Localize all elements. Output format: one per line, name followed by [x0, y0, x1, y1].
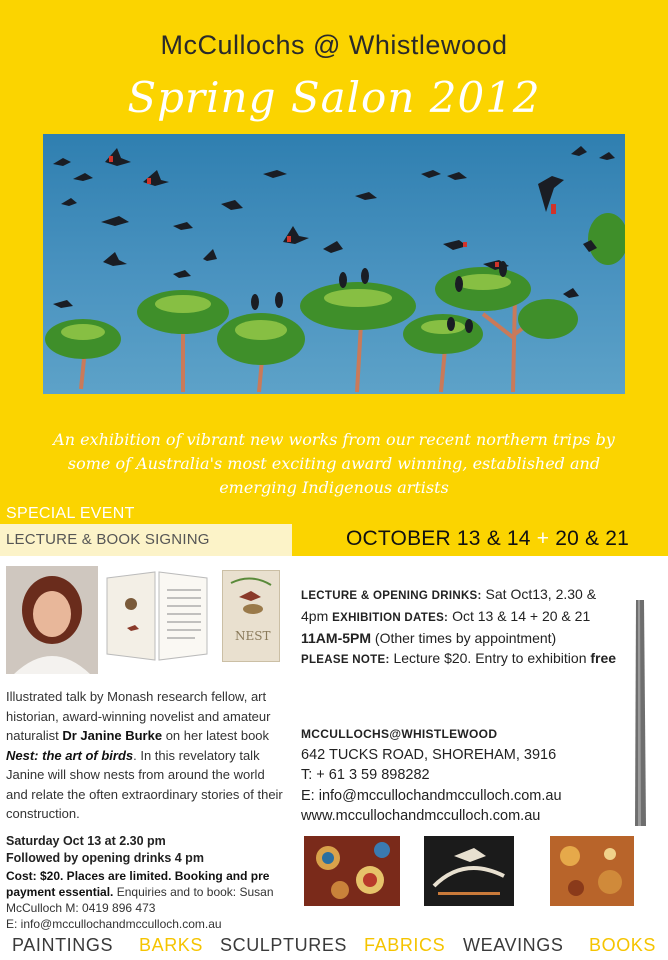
- lecture-description: [6, 687, 288, 824]
- please-note-text: Lecture $20. Entry to exhibition: [389, 650, 591, 666]
- exhibition-intro: An exhibition of vibrant new works from our recent northern trips by some of Australia's most exciting award winning, established and emerging Indigenous artists: [53, 430, 615, 497]
- talk-text-3: . In this revelatory talk Janine will show nests from around the world and relate the often extraordinary stories of their construction.: [6, 747, 283, 821]
- category-footer: [0, 932, 668, 960]
- lecture-bar-label: LECTURE & BOOK SIGNING: [6, 531, 210, 548]
- venue-email[interactable]: E: info@mccullochandmcculloch.com.au: [301, 787, 562, 804]
- exhibition-dates-label: EXHIBITION DATES:: [332, 612, 449, 624]
- booking-text: Enquiries and to book: Susan McCulloch M: 0419 896 473: [6, 885, 274, 915]
- exhibition-dates-value: Oct 13 & 14 + 20 & 21: [448, 608, 591, 624]
- lecture-drinks-value: Sat Oct13, 2.30 & 4pm: [301, 586, 597, 624]
- venue-phone[interactable]: T: + 61 3 59 898282: [301, 767, 430, 783]
- booking-email[interactable]: E: info@mccullochandmcculloch.com.au: [6, 917, 222, 931]
- footer-sculptures[interactable]: SCULPTURES: [220, 935, 348, 955]
- lecture-cost: [6, 868, 288, 932]
- dates-first-weekend: OCTOBER 13 & 14: [346, 527, 531, 550]
- footer-books[interactable]: BOOKS: [589, 935, 657, 955]
- featured-painting: [43, 134, 625, 394]
- footer-weavings[interactable]: WEAVINGS: [463, 935, 564, 955]
- lecture-time: Saturday Oct 13 at 2.30 pm: [6, 834, 166, 848]
- gallery-contact: [301, 724, 631, 827]
- book-cover-title: NEST: [235, 629, 271, 643]
- footer-fabrics[interactable]: FABRICS: [364, 935, 446, 955]
- artwork-thumb-dot-painting: [304, 836, 400, 906]
- dates-second-weekend: 20 & 21: [555, 527, 630, 550]
- entry-free: free: [590, 650, 617, 666]
- special-event-label: SPECIAL EVENT: [6, 505, 135, 522]
- venue-address: 642 TUCKS ROAD, SHOREHAM, 3916: [301, 746, 557, 763]
- venue-website[interactable]: www.mccullochandmcculloch.com.au: [301, 808, 541, 824]
- talk-text-1: Illustrated talk by Monash research fellow, art historian, award-winning novelist and amateur naturalist: [6, 689, 271, 743]
- lecture-panel: [0, 556, 292, 932]
- opening-hours-note: (Other times by appointment): [371, 630, 557, 646]
- cost-text: Cost: $20. Places are limited. Booking and pre payment essential.: [6, 869, 270, 899]
- lecture-drinks-label: LECTURE & OPENING DRINKS:: [301, 590, 482, 602]
- nest-book-cover: [222, 570, 280, 662]
- book-title: Nest: the art of birds: [6, 747, 134, 763]
- event-details: [301, 584, 621, 670]
- lecture-bar: [0, 524, 292, 556]
- poster-subtitle: Spring Salon 2012: [127, 73, 541, 122]
- please-note-label: PLEASE NOTE:: [301, 654, 390, 666]
- dates-plus: +: [536, 527, 550, 550]
- footer-paintings[interactable]: PAINTINGS: [12, 935, 114, 955]
- poster-title: McCullochs @ Whistlewood: [160, 30, 508, 60]
- footer-barks[interactable]: BARKS: [139, 935, 204, 955]
- lecture-schedule: [6, 833, 288, 867]
- venue-name: MCCULLOCHS@WHISTLEWOOD: [301, 727, 498, 741]
- sculpture-pole-image: [630, 600, 650, 826]
- opening-hours: 11AM-5PM: [301, 630, 372, 646]
- speaker-name: Dr Janine Burke: [62, 728, 163, 743]
- talk-text-2: on her latest book: [162, 728, 270, 743]
- author-photo: [6, 566, 98, 674]
- drinks-time: Followed by opening drinks 4 pm: [6, 851, 204, 865]
- open-book-image: [103, 568, 211, 664]
- exhibition-info-panel: [292, 556, 668, 932]
- exhibition-dates-heading: [346, 527, 629, 551]
- artwork-thumb-bark: [424, 836, 514, 906]
- artwork-thumb-ochre: [550, 836, 634, 906]
